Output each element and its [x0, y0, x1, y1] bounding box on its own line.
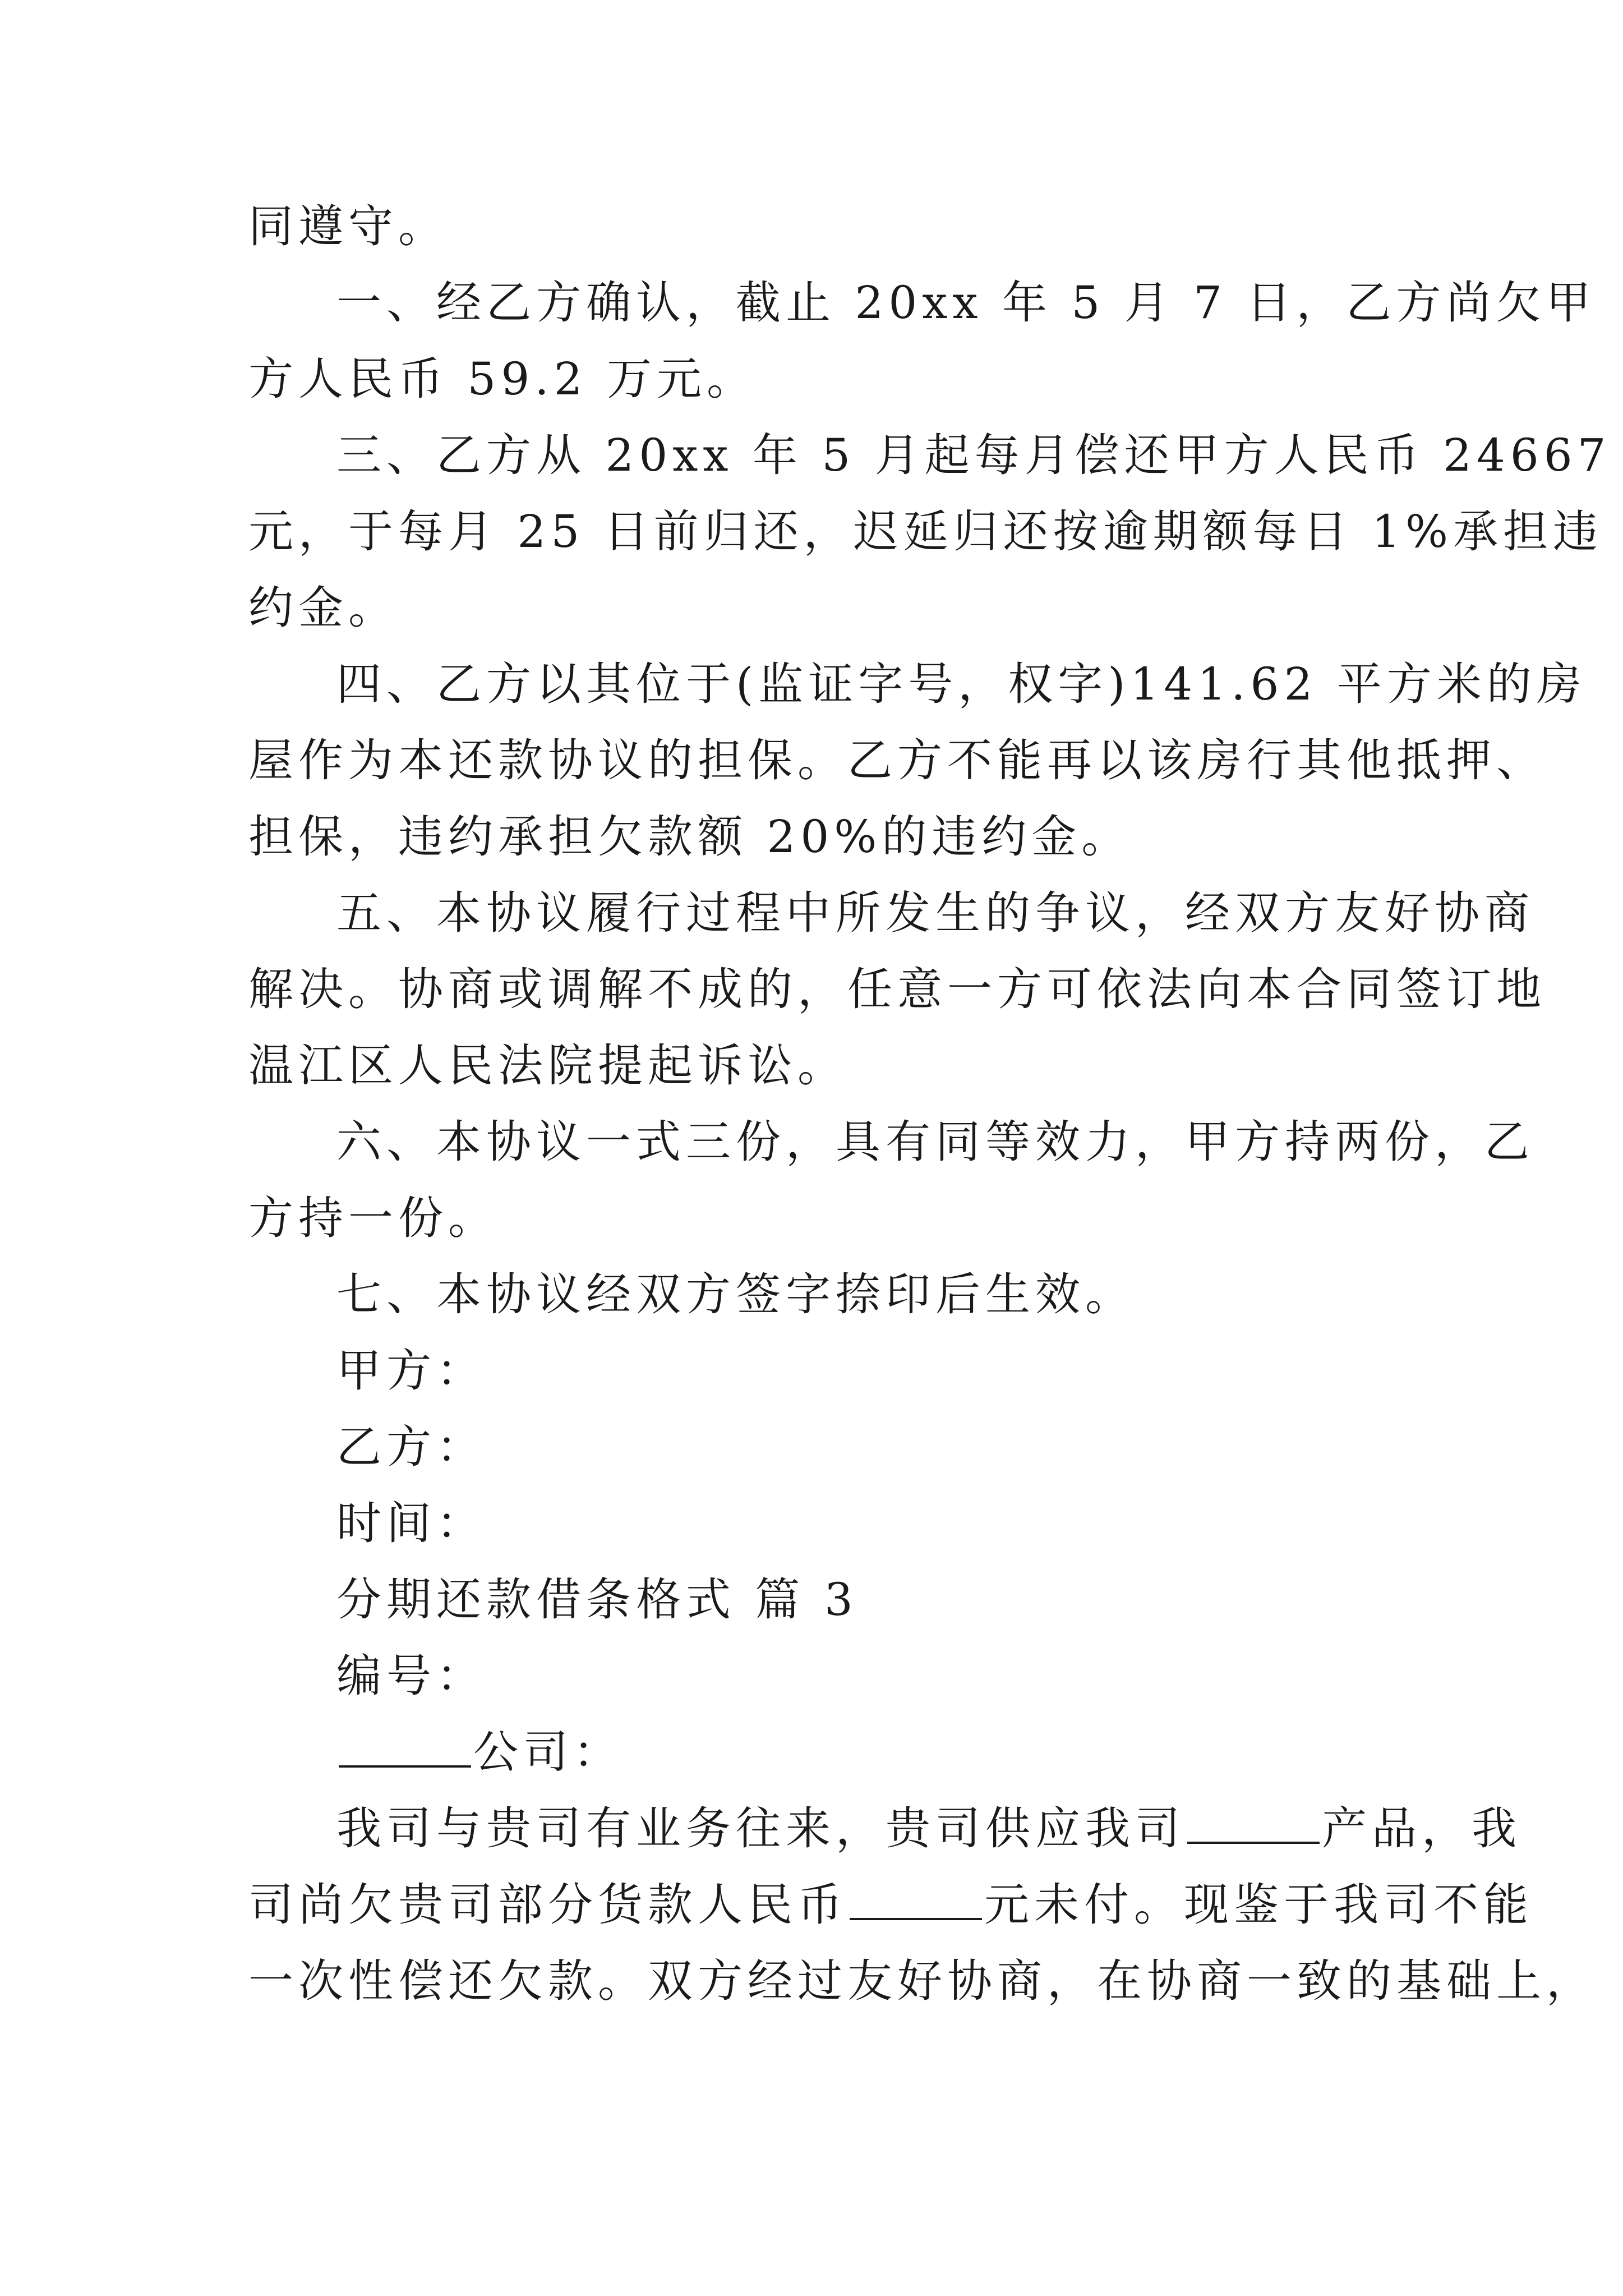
clause-4-line-2: 屋作为本还款协议的担保。乙方不能再以该房行其他抵押、	[248, 734, 1546, 786]
body-line-3: 一次性偿还欠款。双方经过友好协商，在协商一致的基础上，	[248, 1955, 1596, 2007]
number-label: 编号：	[336, 1650, 486, 1702]
party-a-label: 甲方：	[336, 1345, 486, 1397]
clause-6-line-2: 方持一份。	[248, 1192, 498, 1244]
body-text: 我司与贵司有业务往来，贵司供应我司	[336, 1802, 1185, 1855]
clause-3-line-3: 约金。	[248, 582, 398, 634]
text-line: 同遵守。	[248, 200, 448, 252]
body-text: 产品，我	[1322, 1802, 1521, 1855]
clause-5-line-1: 五、本协议履行过程中所发生的争议，经双方友好协商	[336, 887, 1534, 939]
addressee-text: 公司：	[473, 1726, 623, 1778]
blank-field	[1187, 1802, 1320, 1844]
clause-1-line-1: 一、经乙方确认，截止 20xx 年 5 月 7 日，乙方尚欠甲	[336, 277, 1596, 329]
body-line-2	[248, 1878, 1533, 1932]
clause-5-line-2: 解决。协商或调解不成的，任意一方可依法向本合同签订地	[248, 963, 1546, 1015]
addressee-line	[336, 1726, 623, 1779]
section-heading: 分期还款借条格式 篇 3	[336, 1573, 858, 1626]
body-text: 元未付。现鉴于我司不能	[984, 1879, 1533, 1931]
clause-3-line-1: 三、乙方从 20xx 年 5 月起每月偿还甲方人民币 24667	[336, 429, 1611, 481]
blank-field	[850, 1879, 982, 1920]
clause-4-line-3: 担保，违约承担欠款额 20%的违约金。	[248, 811, 1132, 863]
clause-6-line-1: 六、本协议一式三份，具有同等效力，甲方持两份，乙	[336, 1116, 1534, 1168]
clause-3-line-2: 元，于每月 25 日前归还，迟延归还按逾期额每日 1%承担违	[248, 505, 1603, 558]
clause-5-line-3: 温江区人民法院提起诉讼。	[248, 1039, 847, 1092]
date-label: 时间：	[336, 1497, 486, 1549]
body-line-1	[336, 1802, 1521, 1856]
clause-7-line-1: 七、本协议经双方签字捺印后生效。	[336, 1268, 1135, 1320]
clause-4-line-1: 四、乙方以其位于(监证字号，权字)141.62 平方米的房	[336, 658, 1587, 710]
blank-field	[339, 1726, 471, 1768]
body-text: 司尚欠贵司部分货款人民币	[248, 1879, 847, 1931]
clause-1-line-2: 方人民币 59.2 万元。	[248, 353, 757, 405]
party-b-label: 乙方：	[336, 1421, 486, 1473]
